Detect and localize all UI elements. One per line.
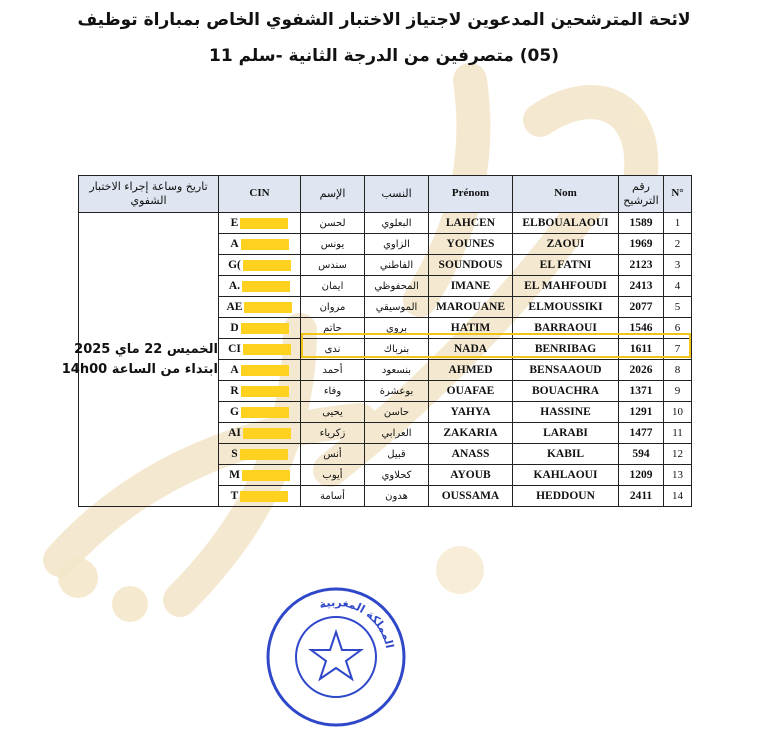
nom-cell: HASSINE	[513, 402, 619, 423]
nasab-cell: بروي	[365, 318, 429, 339]
index-cell: 10	[664, 402, 692, 423]
header-nom: Nom	[513, 176, 619, 213]
cin-cell	[219, 423, 301, 444]
rank-cell: 1209	[619, 465, 664, 486]
redaction-mark	[242, 470, 290, 481]
exam-date-cell	[61, 213, 219, 507]
table-row	[79, 213, 692, 234]
nom-cell: BENSAAOUD	[513, 360, 619, 381]
exam-date: الخميس 22 ماي 2025	[74, 342, 218, 357]
rank-cell: 2123	[619, 255, 664, 276]
ism-cell: مروان	[301, 297, 365, 318]
redaction-mark	[241, 386, 289, 397]
rank-cell: 2077	[619, 297, 664, 318]
prenom-cell: AYOUB	[429, 465, 513, 486]
redaction-mark	[241, 323, 289, 334]
ism-cell: أحمد	[301, 360, 365, 381]
nom-cell: BARRAOUI	[513, 318, 619, 339]
nom-cell: KAHLAOUI	[513, 465, 619, 486]
header-rank: رقم الترشيح	[619, 176, 664, 213]
prenom-cell: YOUNES	[429, 234, 513, 255]
cin-cell	[219, 360, 301, 381]
rank-cell: 1611	[619, 339, 664, 360]
nasab-cell: بوعشرة	[365, 381, 429, 402]
redaction-mark	[240, 449, 288, 460]
nom-cell: BOUACHRA	[513, 381, 619, 402]
header-nasab: النسب	[365, 176, 429, 213]
cin-cell	[219, 465, 301, 486]
rank-cell: 1291	[619, 402, 664, 423]
nasab-cell: الفاطني	[365, 255, 429, 276]
redaction-mark	[240, 491, 288, 502]
exam-time: ابتداء من الساعة 14h00	[61, 361, 218, 377]
nasab-cell: المحفوظي	[365, 276, 429, 297]
cin-prefix: E	[230, 217, 239, 229]
nom-cell: ZAOUI	[513, 234, 619, 255]
cin-prefix: AI	[228, 427, 241, 439]
redaction-mark	[241, 365, 289, 376]
ism-cell: حاتم	[301, 318, 365, 339]
ism-cell: أنس	[301, 444, 365, 465]
document-title: لائحة المترشحين المدعوين لاجتياز الاختبار الشفوي الخاص بمباراة توظيف	[77, 10, 691, 30]
ism-cell: لحسن	[301, 213, 365, 234]
nom-cell: LARABI	[513, 423, 619, 444]
nom-cell: ELBOUALAOUI	[513, 213, 619, 234]
cin-prefix: A	[230, 238, 239, 250]
redaction-mark	[243, 260, 291, 271]
ism-cell: زكرياء	[301, 423, 365, 444]
redaction-mark	[241, 407, 289, 418]
cin-cell	[219, 318, 301, 339]
cin-cell	[219, 297, 301, 318]
rank-cell: 1371	[619, 381, 664, 402]
cin-cell	[219, 486, 301, 507]
ism-cell: وفاء	[301, 381, 365, 402]
nom-cell: ELMOUSSIKI	[513, 297, 619, 318]
nasab-cell: بنسعود	[365, 360, 429, 381]
prenom-cell: ZAKARIA	[429, 423, 513, 444]
cin-prefix: A.	[228, 280, 241, 292]
redaction-mark	[240, 218, 288, 229]
ism-cell: أسامة	[301, 486, 365, 507]
nasab-cell: البعلوي	[365, 213, 429, 234]
index-cell: 5	[664, 297, 692, 318]
cin-prefix: S	[231, 448, 238, 460]
highlighted-row-frame	[301, 333, 691, 358]
nasab-cell: الزاوي	[365, 234, 429, 255]
cin-cell	[219, 234, 301, 255]
nasab-cell: كحلاوي	[365, 465, 429, 486]
redaction-mark	[242, 281, 290, 292]
cin-cell	[219, 339, 301, 360]
ism-cell: ندى	[301, 339, 365, 360]
redaction-mark	[241, 239, 289, 250]
nom-cell: EL MAHFOUDI	[513, 276, 619, 297]
rank-cell: 1546	[619, 318, 664, 339]
official-stamp	[263, 584, 409, 730]
cin-prefix: G	[230, 406, 239, 418]
header-no: N°	[664, 176, 692, 213]
nasab-cell: هدون	[365, 486, 429, 507]
cin-prefix: AE	[226, 301, 243, 313]
index-cell: 11	[664, 423, 692, 444]
redaction-mark	[244, 302, 292, 313]
prenom-cell: HATIM	[429, 318, 513, 339]
cin-prefix: R	[230, 385, 239, 397]
rank-cell: 1589	[619, 213, 664, 234]
cin-cell	[219, 444, 301, 465]
nom-cell: HEDDOUN	[513, 486, 619, 507]
cin-cell	[219, 255, 301, 276]
rank-cell: 2411	[619, 486, 664, 507]
nom-cell: KABIL	[513, 444, 619, 465]
cin-cell	[219, 381, 301, 402]
ism-cell: أيوب	[301, 465, 365, 486]
header-date: تاريخ وساعة إجراء الاختبار الشفوي	[79, 176, 219, 213]
index-cell: 12	[664, 444, 692, 465]
prenom-cell: SOUNDOUS	[429, 255, 513, 276]
cin-prefix: CI	[228, 343, 241, 355]
cin-prefix: G(	[228, 259, 241, 271]
prenom-cell: LAHCEN	[429, 213, 513, 234]
prenom-cell: AHMED	[429, 360, 513, 381]
index-cell: 6	[664, 318, 692, 339]
prenom-cell: ANASS	[429, 444, 513, 465]
ism-cell: يونس	[301, 234, 365, 255]
prenom-cell: OUAFAE	[429, 381, 513, 402]
table-header-row	[79, 176, 692, 213]
cin-prefix: T	[230, 490, 239, 502]
ism-cell: ايمان	[301, 276, 365, 297]
nom-cell: EL FATNI	[513, 255, 619, 276]
rank-cell: 1477	[619, 423, 664, 444]
redaction-mark	[243, 428, 291, 439]
stamp-text: المملكة المغربية	[317, 595, 397, 650]
cin-prefix: D	[230, 322, 239, 334]
prenom-cell: OUSSAMA	[429, 486, 513, 507]
cin-cell	[219, 213, 301, 234]
rank-cell: 594	[619, 444, 664, 465]
cin-cell	[219, 402, 301, 423]
prenom-cell: NADA	[429, 339, 513, 360]
prenom-cell: IMANE	[429, 276, 513, 297]
index-cell: 4	[664, 276, 692, 297]
rank-cell: 2413	[619, 276, 664, 297]
nasab-cell: بنرباك	[365, 339, 429, 360]
index-cell: 9	[664, 381, 692, 402]
ism-cell: سندس	[301, 255, 365, 276]
cin-prefix: M	[229, 469, 240, 481]
rank-cell: 2026	[619, 360, 664, 381]
index-cell: 13	[664, 465, 692, 486]
prenom-cell: YAHYA	[429, 402, 513, 423]
header-prenom: Prénom	[429, 176, 513, 213]
index-cell: 3	[664, 255, 692, 276]
header-ism: الإسم	[301, 176, 365, 213]
cin-prefix: A	[230, 364, 239, 376]
ism-cell: يحيى	[301, 402, 365, 423]
nom-cell: BENRIBAG	[513, 339, 619, 360]
nasab-cell: قبيل	[365, 444, 429, 465]
nasab-cell: حاسن	[365, 402, 429, 423]
nasab-cell: الموسيقي	[365, 297, 429, 318]
header-cin: CIN	[219, 176, 301, 213]
index-cell: 1	[664, 213, 692, 234]
nasab-cell: العرابي	[365, 423, 429, 444]
rank-cell: 1969	[619, 234, 664, 255]
index-cell: 14	[664, 486, 692, 507]
index-cell: 7	[664, 339, 692, 360]
index-cell: 2	[664, 234, 692, 255]
redaction-mark	[243, 344, 291, 355]
prenom-cell: MAROUANE	[429, 297, 513, 318]
index-cell: 8	[664, 360, 692, 381]
document-subtitle: (05) متصرفين من الدرجة الثانية -سلم 11	[209, 46, 559, 66]
cin-cell	[219, 276, 301, 297]
